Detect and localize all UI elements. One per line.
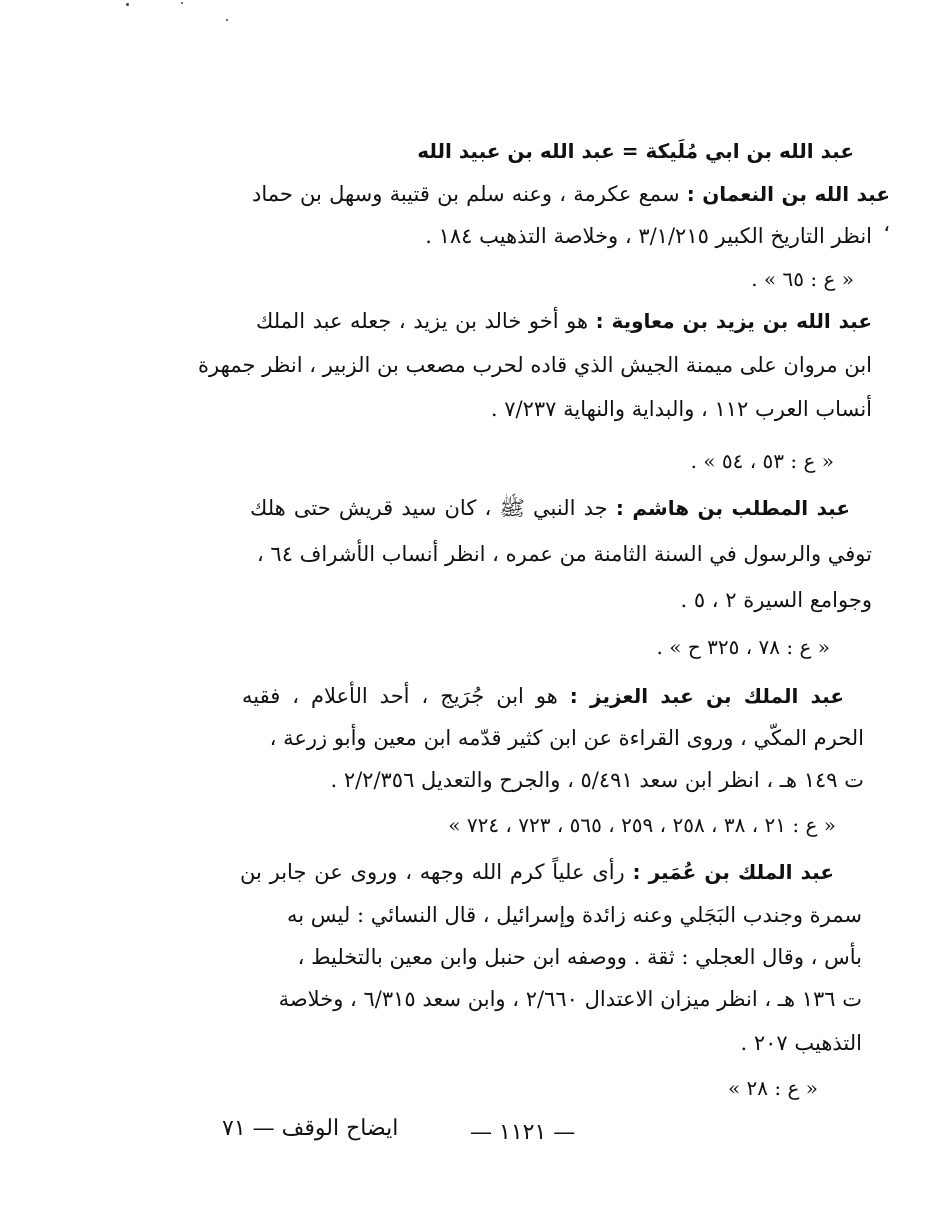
entry-5-line-3	[298, 942, 862, 972]
entry-heading: عبد الله بن النعمان :	[686, 182, 890, 206]
entry-heading: عبد الله بن ابي مُلَيكة = عبد الله بن عبيد الله	[417, 139, 854, 163]
entry-text: بأس ، وقال العجلي : ثقة . ووصفه ابن حنبل وابن معين بالتخليط ،	[297, 945, 862, 969]
entry-heading: عبد الملك بن عُمَير :	[632, 860, 834, 884]
entry-text: انظر التاريخ الكبير ٣/١/٢١٥ ، وخلاصة التذهيب ١٨٤ .	[425, 224, 872, 248]
entry-5-line-1	[240, 857, 834, 887]
entry-reference: « ع : ٦٥ » .	[751, 267, 854, 291]
entry-heading: عبد الملك بن عبد العزيز :	[569, 684, 844, 708]
entry-1-reference	[751, 264, 854, 294]
entry-text: هو أخو خالد بن يزيد ، جعله عبد الملك	[256, 309, 589, 333]
entry-5-line-2	[287, 900, 862, 930]
entry-text: التذهيب ٢٠٧ .	[740, 1031, 862, 1055]
scan-speck	[181, 2, 183, 4]
page-number: — ١١٢١ —	[470, 1120, 576, 1145]
entry-text: ابن مروان على ميمنة الجيش الذي قاده لحرب مصعب بن الزبير ، انظر جمهرة	[198, 353, 872, 377]
entry-text: جد النبي ﷺ ، كان سيد قريش حتى هلك	[250, 496, 608, 520]
entry-2-line-2	[198, 350, 872, 380]
entry-5-reference	[728, 1073, 818, 1103]
entry-3-line-3	[680, 585, 872, 615]
entry-text: ت ١٣٦ هـ ، انظر ميزان الاعتدال ٢/٦٦٠ ، وابن سعد ٦/٣١٥ ، وخلاصة	[278, 987, 862, 1011]
entry-5-line-4	[279, 984, 862, 1014]
entry-4-reference	[448, 810, 836, 840]
entry-heading: عبد المطلب بن هاشم :	[615, 496, 850, 520]
entry-3-line-2	[257, 539, 872, 569]
cross-reference-line	[417, 136, 854, 166]
scan-speck	[126, 3, 129, 6]
entry-reference: « ع : ٧٨ ، ٣٢٥ ح » .	[656, 635, 830, 659]
entry-3-reference	[657, 632, 830, 662]
entry-5-line-5	[740, 1028, 862, 1058]
entry-reference: « ع : ٥٣ ، ٥٤ » .	[690, 449, 834, 473]
entry-reference: « ع : ٢٨ »	[727, 1076, 818, 1100]
entry-text: هو ابن جُرَيج ، أحد الأعلام ، فقيه	[242, 684, 558, 708]
entry-text: الحرم المكّي ، وروى القراءة عن ابن كثير قدّمه ابن معين وأبو زرعة ،	[269, 726, 864, 750]
entry-2-line-3	[491, 394, 872, 424]
entry-4-line-3	[330, 765, 864, 795]
entry-text: رأى علياً كرم الله وجهه ، وروى عن جابر بن	[240, 860, 625, 884]
entry-4-line-1	[242, 681, 844, 711]
entry-text: وجوامع السيرة ٢ ، ٥ .	[680, 588, 872, 612]
entry-2-reference	[691, 446, 834, 476]
entry-4-line-2	[270, 723, 864, 753]
entry-text: توفي والرسول في السنة الثامنة من عمره ، انظر أنساب الأشراف ٦٤ ،	[256, 542, 872, 566]
entry-reference: « ع : ٢١ ، ٣٨ ، ٢٥٨ ، ٢٥٩ ، ٥٦٥ ، ٧٢٣ ، ٧٢٤ »	[448, 813, 836, 837]
running-footer-title: ايضاح الوقف — ٧١	[222, 1116, 399, 1141]
entry-text: سمع عكرمة ، وعنه سلم بن قتيبة وسهل بن حماد ،	[252, 182, 890, 236]
entry-1-line-2	[425, 221, 872, 251]
entry-heading: عبد الله بن يزيد بن معاوية :	[595, 309, 872, 333]
entry-text: سمرة وجندب البَجَلي وعنه زائدة وإسرائيل ، قال النسائي : ليس به	[287, 903, 862, 927]
entry-3-line-1	[250, 493, 850, 523]
scan-speck	[226, 19, 228, 21]
entry-2-line-1	[256, 306, 872, 336]
entry-text: ت ١٤٩ هـ ، انظر ابن سعد ٥/٤٩١ ، والجرح والتعديل ٢/٢/٣٥٦ .	[330, 768, 864, 792]
entry-text: أنساب العرب ١١٢ ، والبداية والنهاية ٧/٢٣٧ .	[490, 397, 872, 421]
